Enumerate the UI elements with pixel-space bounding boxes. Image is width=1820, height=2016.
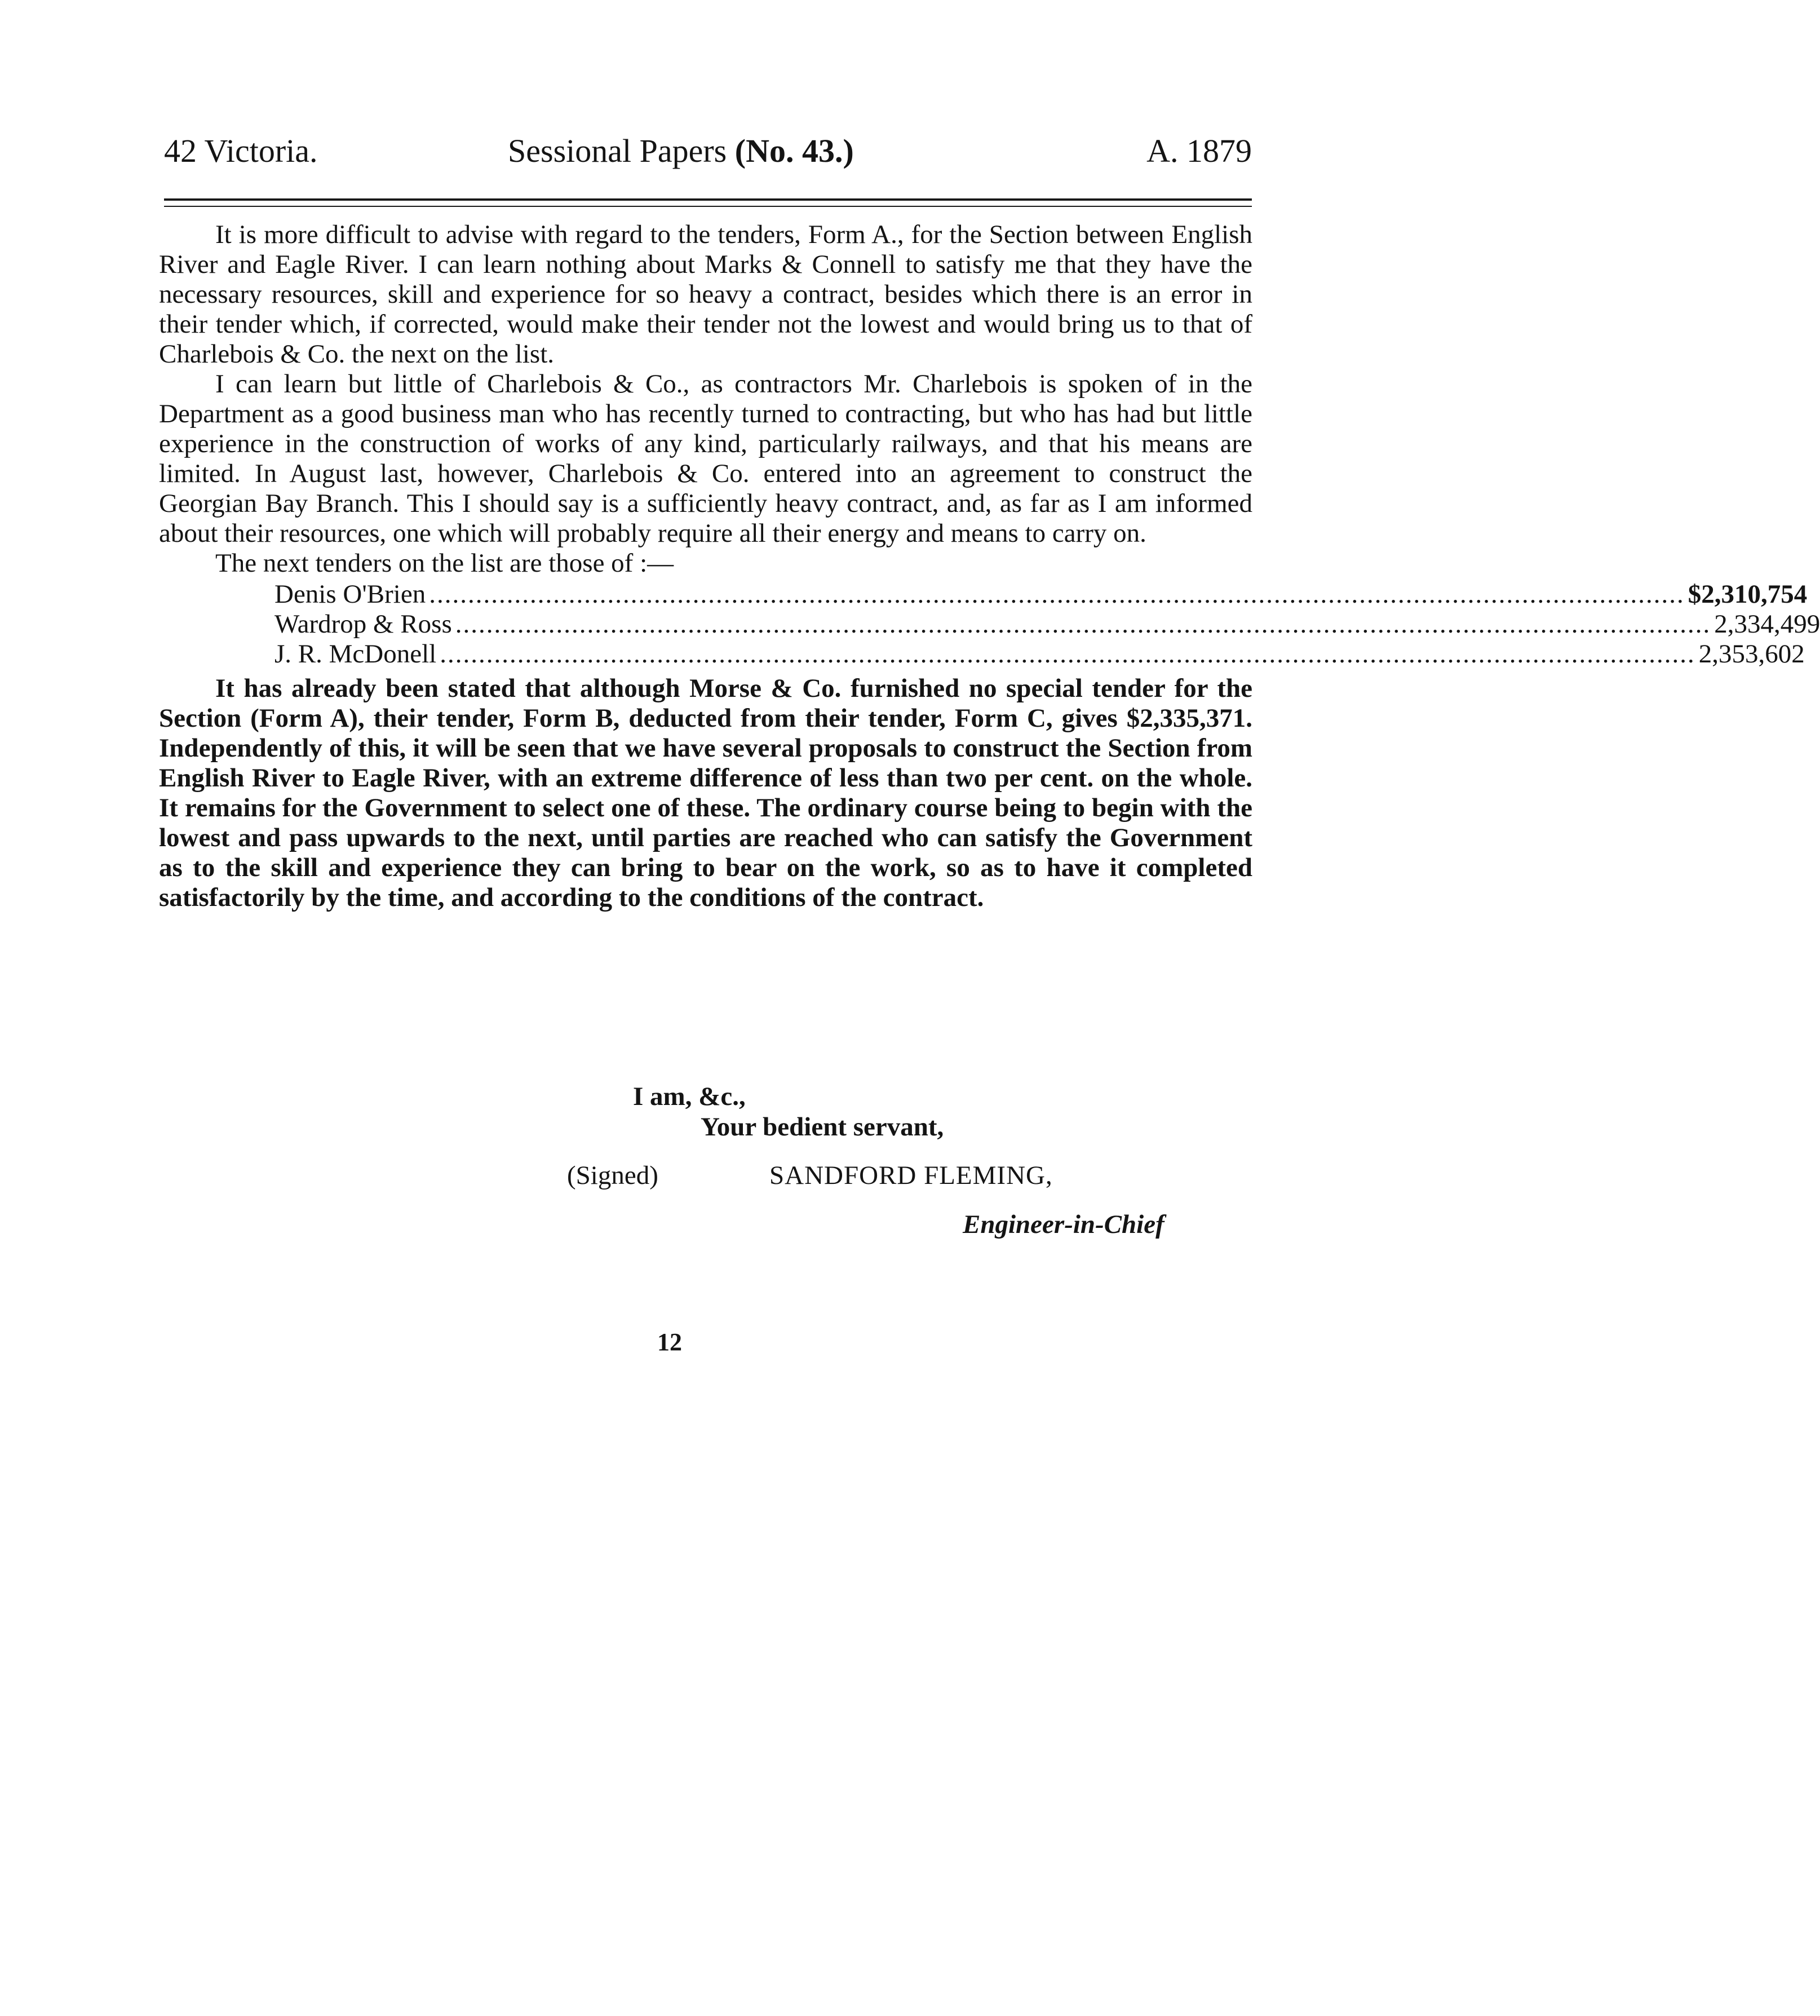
- paragraph-next-tenders: The next tenders on the list are those of :—: [215, 549, 674, 578]
- tender-name: Denis O'Brien: [274, 580, 426, 609]
- tender-amount: 2,353,602: [1698, 639, 1805, 669]
- header-paper-number: (No. 43.): [734, 132, 854, 169]
- header-title: [508, 129, 854, 174]
- tender-row: [274, 639, 1805, 669]
- header-volume: 42 Victoria.: [164, 132, 318, 169]
- paragraph-tenders-form-a: It is more difficult to advise with regard to the tenders, Form A., for the Section between English River and Eagle River. I can learn nothing about Marks & Connell to satisfy me that they have the necessary resources, skill and experience for so heavy a contract, besides which there is an error in their tender which, if corrected, would make their tender not the lowest and would bring us to that of Charlebois & Co. the next on the list.: [159, 220, 1252, 369]
- page-number: 12: [657, 1328, 682, 1356]
- signed-label: (Signed): [567, 1161, 658, 1190]
- running-header: [164, 129, 1252, 174]
- closing-salutation: I am, &c.,: [633, 1082, 746, 1111]
- paragraph-morse-recommendation: It has already been stated that although Morse & Co. furnished no special tender for the Section (Form A), their tender, Form B, deducted from their tender, Form C, gives $2,335,371. Independently of this, it will be seen that we have several proposals to construct the Section from English River to Eagle River, with an extreme difference of less than two per cent. on the whole. It remains for the Government to select one of these. The ordinary course being to begin with the lowest and pass upwards to the next, until parties are reached who can satisfy the Government as to the skill and experience they can bring to bear on the work, so as to have it completed satisfactorily by the time, and according to the conditions of the contract.: [159, 674, 1252, 912]
- tender-name: Wardrop & Ross: [274, 609, 452, 639]
- tender-list: [274, 580, 1820, 669]
- leader-dots: ..................................................................................................................................................................: [429, 580, 1685, 609]
- tender-amount: $2,310,754: [1688, 580, 1808, 609]
- tender-row: [274, 580, 1808, 609]
- tender-row: [274, 609, 1820, 639]
- paragraph-charlebois: I can learn but little of Charlebois & Co., as contractors Mr. Charlebois is spoken of in the Department as a good business man who has recently turned to contracting, but who has had but little experience in the construction of works of any kind, particularly railways, and that his means are limited. In August last, however, Charlebois & Co. entered into an agreement to construct the Georgian Bay Branch. This I should say is a sufficiently heavy contract, and, as far as I am informed about their resources, one which will probably require all their energy and means to carry on.: [159, 369, 1252, 548]
- tender-name: J. R. McDonell: [274, 639, 437, 669]
- header-title-text: Sessional Papers: [508, 132, 727, 169]
- header-rule-thick: [164, 198, 1252, 201]
- header-year: A. 1879: [1146, 132, 1252, 169]
- tender-amount: 2,334,499: [1714, 609, 1820, 639]
- header-rule-thin: [164, 206, 1252, 207]
- signatory-name: SANDFORD FLEMING,: [769, 1161, 1053, 1190]
- leader-dots: ..................................................................................................................................................................: [455, 609, 1711, 639]
- signatory-title: Engineer-in-Chief: [963, 1210, 1164, 1239]
- leader-dots: ..................................................................................................................................................................: [440, 639, 1695, 669]
- body-text: [159, 220, 1820, 913]
- closing-servant: Your bedient servant,: [701, 1112, 944, 1142]
